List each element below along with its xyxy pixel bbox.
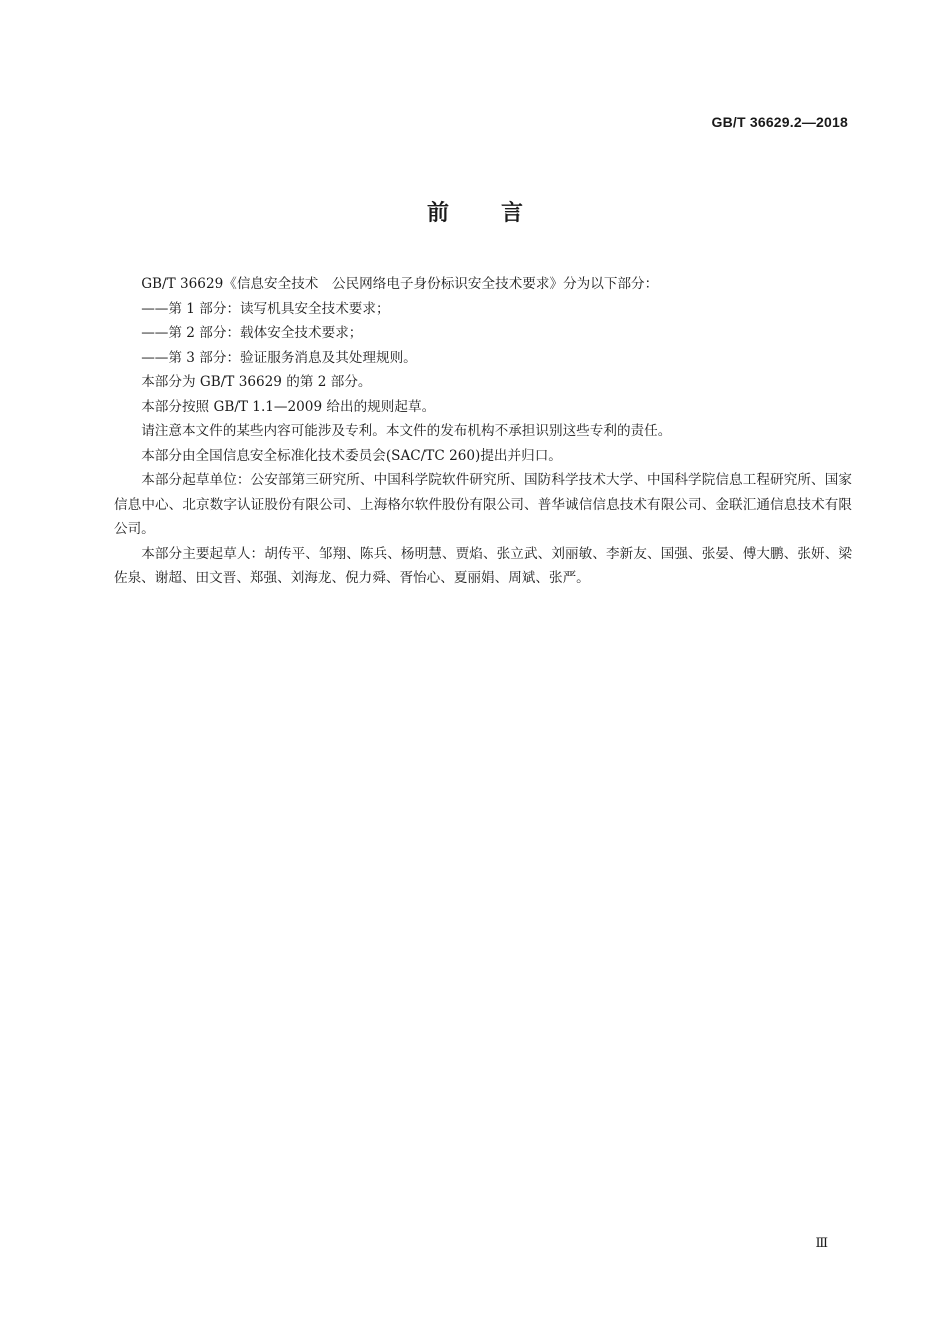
paragraph-part-3: ——第 3 部分：验证服务消息及其处理规则。	[141, 349, 417, 366]
paragraph-part-1: ——第 1 部分：读写机具安全技术要求；	[141, 300, 390, 317]
paragraph-drafters: 本部分主要起草人：胡传平、邹翔、陈兵、杨明慧、贾焰、张立武、刘丽敏、李新友、国强、张晏、傅大鹏、张妍、梁佐泉、谢超、田文晋、郑强、刘海龙、倪力舜、胥怡心、夏丽娟、周斌、张严。	[114, 545, 852, 586]
paragraph-this-part: 本部分为 GB/T 36629 的第 2 部分。	[141, 374, 372, 390]
paragraph-committee: 本部分由全国信息安全标准化技术委员会(SAC/TC 260)提出并归口。	[141, 447, 562, 464]
page-number: Ⅲ	[815, 1236, 828, 1251]
foreword-body	[114, 272, 852, 591]
paragraph-drafting-rules: 本部分按照 GB/T 1.1—2009 给出的规则起草。	[141, 398, 436, 415]
paragraph-patent-notice: 请注意本文件的某些内容可能涉及专利。本文件的发布机构不承担识别这些专利的责任。	[141, 423, 672, 439]
paragraph-parts-intro: GB/T 36629《信息安全技术 公民网络电子身份标识安全技术要求》分为以下部分：	[141, 276, 659, 292]
standard-code: GB/T 36629.2—2018	[711, 114, 848, 130]
paragraph-part-2: ——第 2 部分：载体安全技术要求；	[141, 325, 363, 341]
paragraph-drafting-units: 本部分起草单位：公安部第三研究所、中国科学院软件研究所、国防科学技术大学、中国科学院信息工程研究所、国家信息中心、北京数字认证股份有限公司、上海格尔软件股份有限公司、普华诚信信息技术有限公司、金联汇通信息技术有限公司。	[114, 472, 852, 537]
page-title: 前言	[426, 201, 575, 226]
